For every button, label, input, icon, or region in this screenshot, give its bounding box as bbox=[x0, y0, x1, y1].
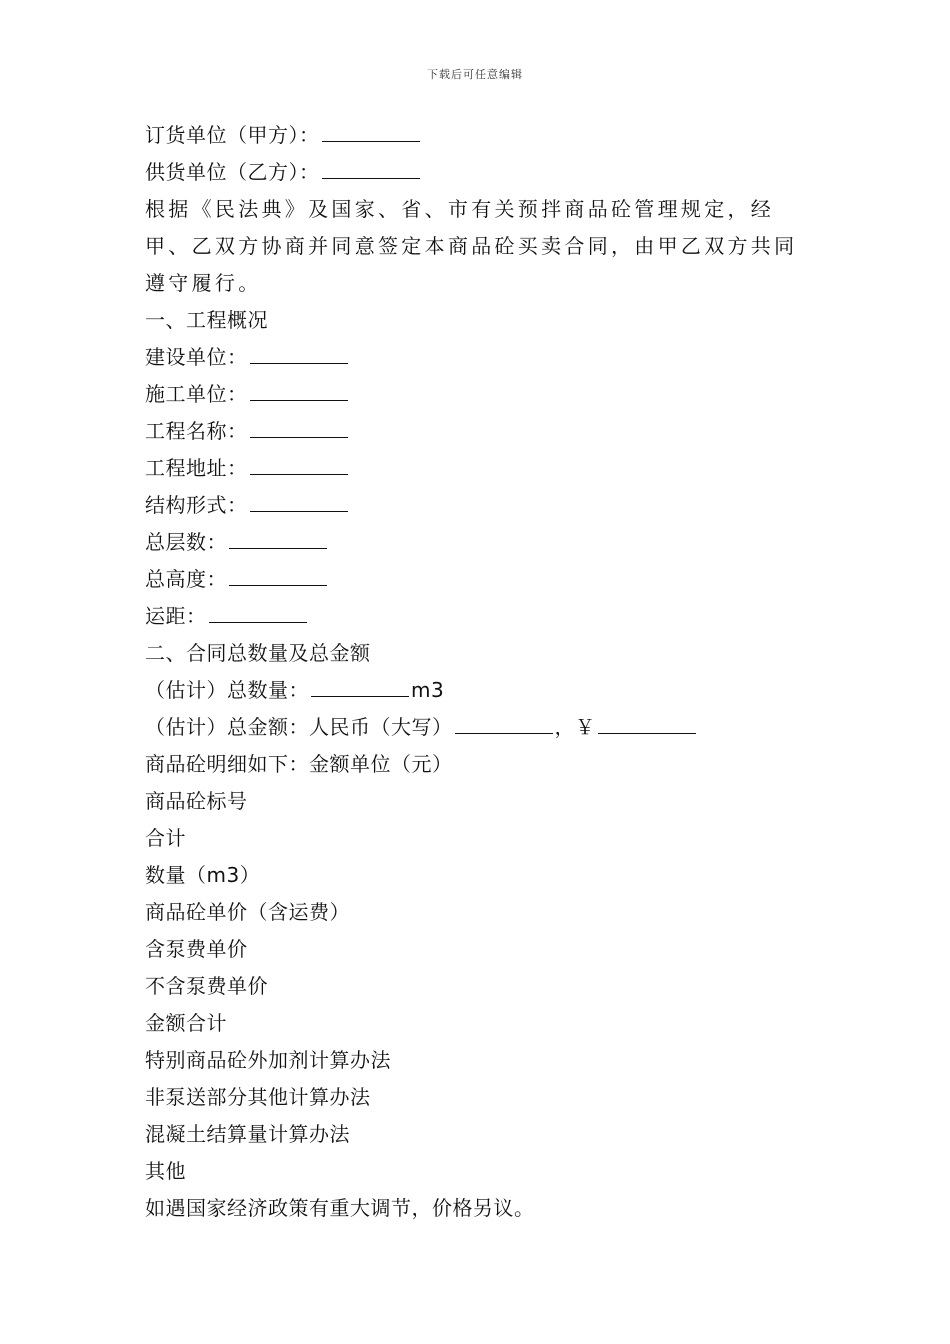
height-line bbox=[145, 561, 815, 598]
section-2-heading: 二、合同总数量及总金额 bbox=[145, 641, 371, 665]
col-other: 其他 bbox=[145, 1159, 186, 1183]
distance-line bbox=[145, 598, 815, 635]
col-settlement: 混凝土结算量计算办法 bbox=[145, 1122, 350, 1146]
est-qty-line bbox=[145, 672, 815, 709]
buyer-line bbox=[145, 117, 815, 154]
height-label: 总高度： bbox=[145, 567, 227, 591]
distance-label: 运距： bbox=[145, 604, 207, 628]
col-unit-price: 商品砼单价（含运费） bbox=[145, 900, 350, 924]
constructor-label: 施工单位： bbox=[145, 382, 248, 406]
distance-blank bbox=[209, 600, 307, 623]
structure-blank bbox=[250, 489, 348, 512]
est-amt-sep: ，￥ bbox=[554, 715, 596, 739]
project-name-label: 工程名称： bbox=[145, 419, 248, 443]
est-amt-label: （估计）总金额：人民币（大写） bbox=[145, 715, 453, 739]
structure-line bbox=[145, 487, 815, 524]
supplier-blank bbox=[322, 156, 420, 179]
section-1-heading: 一、工程概况 bbox=[145, 308, 268, 332]
col-grade: 商品砼标号 bbox=[145, 789, 248, 813]
project-name-blank bbox=[250, 415, 348, 438]
est-amt-line bbox=[145, 709, 815, 746]
supplier-label: 供货单位（乙方）： bbox=[145, 160, 320, 184]
buyer-label: 订货单位（甲方）： bbox=[145, 123, 320, 147]
detail-intro: 商品砼明细如下：金额单位（元） bbox=[145, 752, 453, 776]
col-additive: 特别商品砼外加剂计算办法 bbox=[145, 1048, 391, 1072]
col-qty: 数量（m3） bbox=[145, 863, 261, 887]
policy-note: 如遇国家经济政策有重大调节，价格另议。 bbox=[145, 1196, 535, 1220]
constructor-line bbox=[145, 376, 815, 413]
floors-line bbox=[145, 524, 815, 561]
structure-label: 结构形式： bbox=[145, 493, 248, 517]
col-total: 合计 bbox=[145, 826, 186, 850]
constructor-blank bbox=[250, 378, 348, 401]
col-nonpump: 非泵送部分其他计算办法 bbox=[145, 1085, 371, 1109]
supplier-line bbox=[145, 154, 815, 191]
floors-blank bbox=[229, 526, 327, 549]
est-amt-words-blank bbox=[455, 711, 553, 734]
page-header: 下载后可任意编辑 bbox=[427, 68, 523, 81]
builder-blank bbox=[250, 341, 348, 364]
col-pump-price: 含泵费单价 bbox=[145, 937, 248, 961]
est-qty-blank bbox=[311, 674, 409, 697]
project-address-blank bbox=[250, 452, 348, 475]
est-amt-figure-blank bbox=[598, 711, 696, 734]
project-address-line bbox=[145, 450, 815, 487]
est-qty-unit: m3 bbox=[411, 678, 445, 702]
est-qty-label: （估计）总数量： bbox=[145, 678, 309, 702]
project-name-line bbox=[145, 413, 815, 450]
buyer-blank bbox=[322, 119, 420, 142]
project-address-label: 工程地址： bbox=[145, 456, 248, 480]
floors-label: 总层数： bbox=[145, 530, 227, 554]
col-nopump-price: 不含泵费单价 bbox=[145, 974, 268, 998]
intro-paragraph: 根据《民法典》及国家、省、市有关预拌商品砼管理规定，经甲、乙双方协商并同意签定本商品砼买卖合同，由甲乙双方共同遵守履行。 bbox=[145, 197, 798, 295]
builder-line bbox=[145, 339, 815, 376]
col-amount: 金额合计 bbox=[145, 1011, 227, 1035]
contract-body bbox=[145, 117, 815, 1227]
height-blank bbox=[229, 563, 327, 586]
builder-label: 建设单位： bbox=[145, 345, 248, 369]
